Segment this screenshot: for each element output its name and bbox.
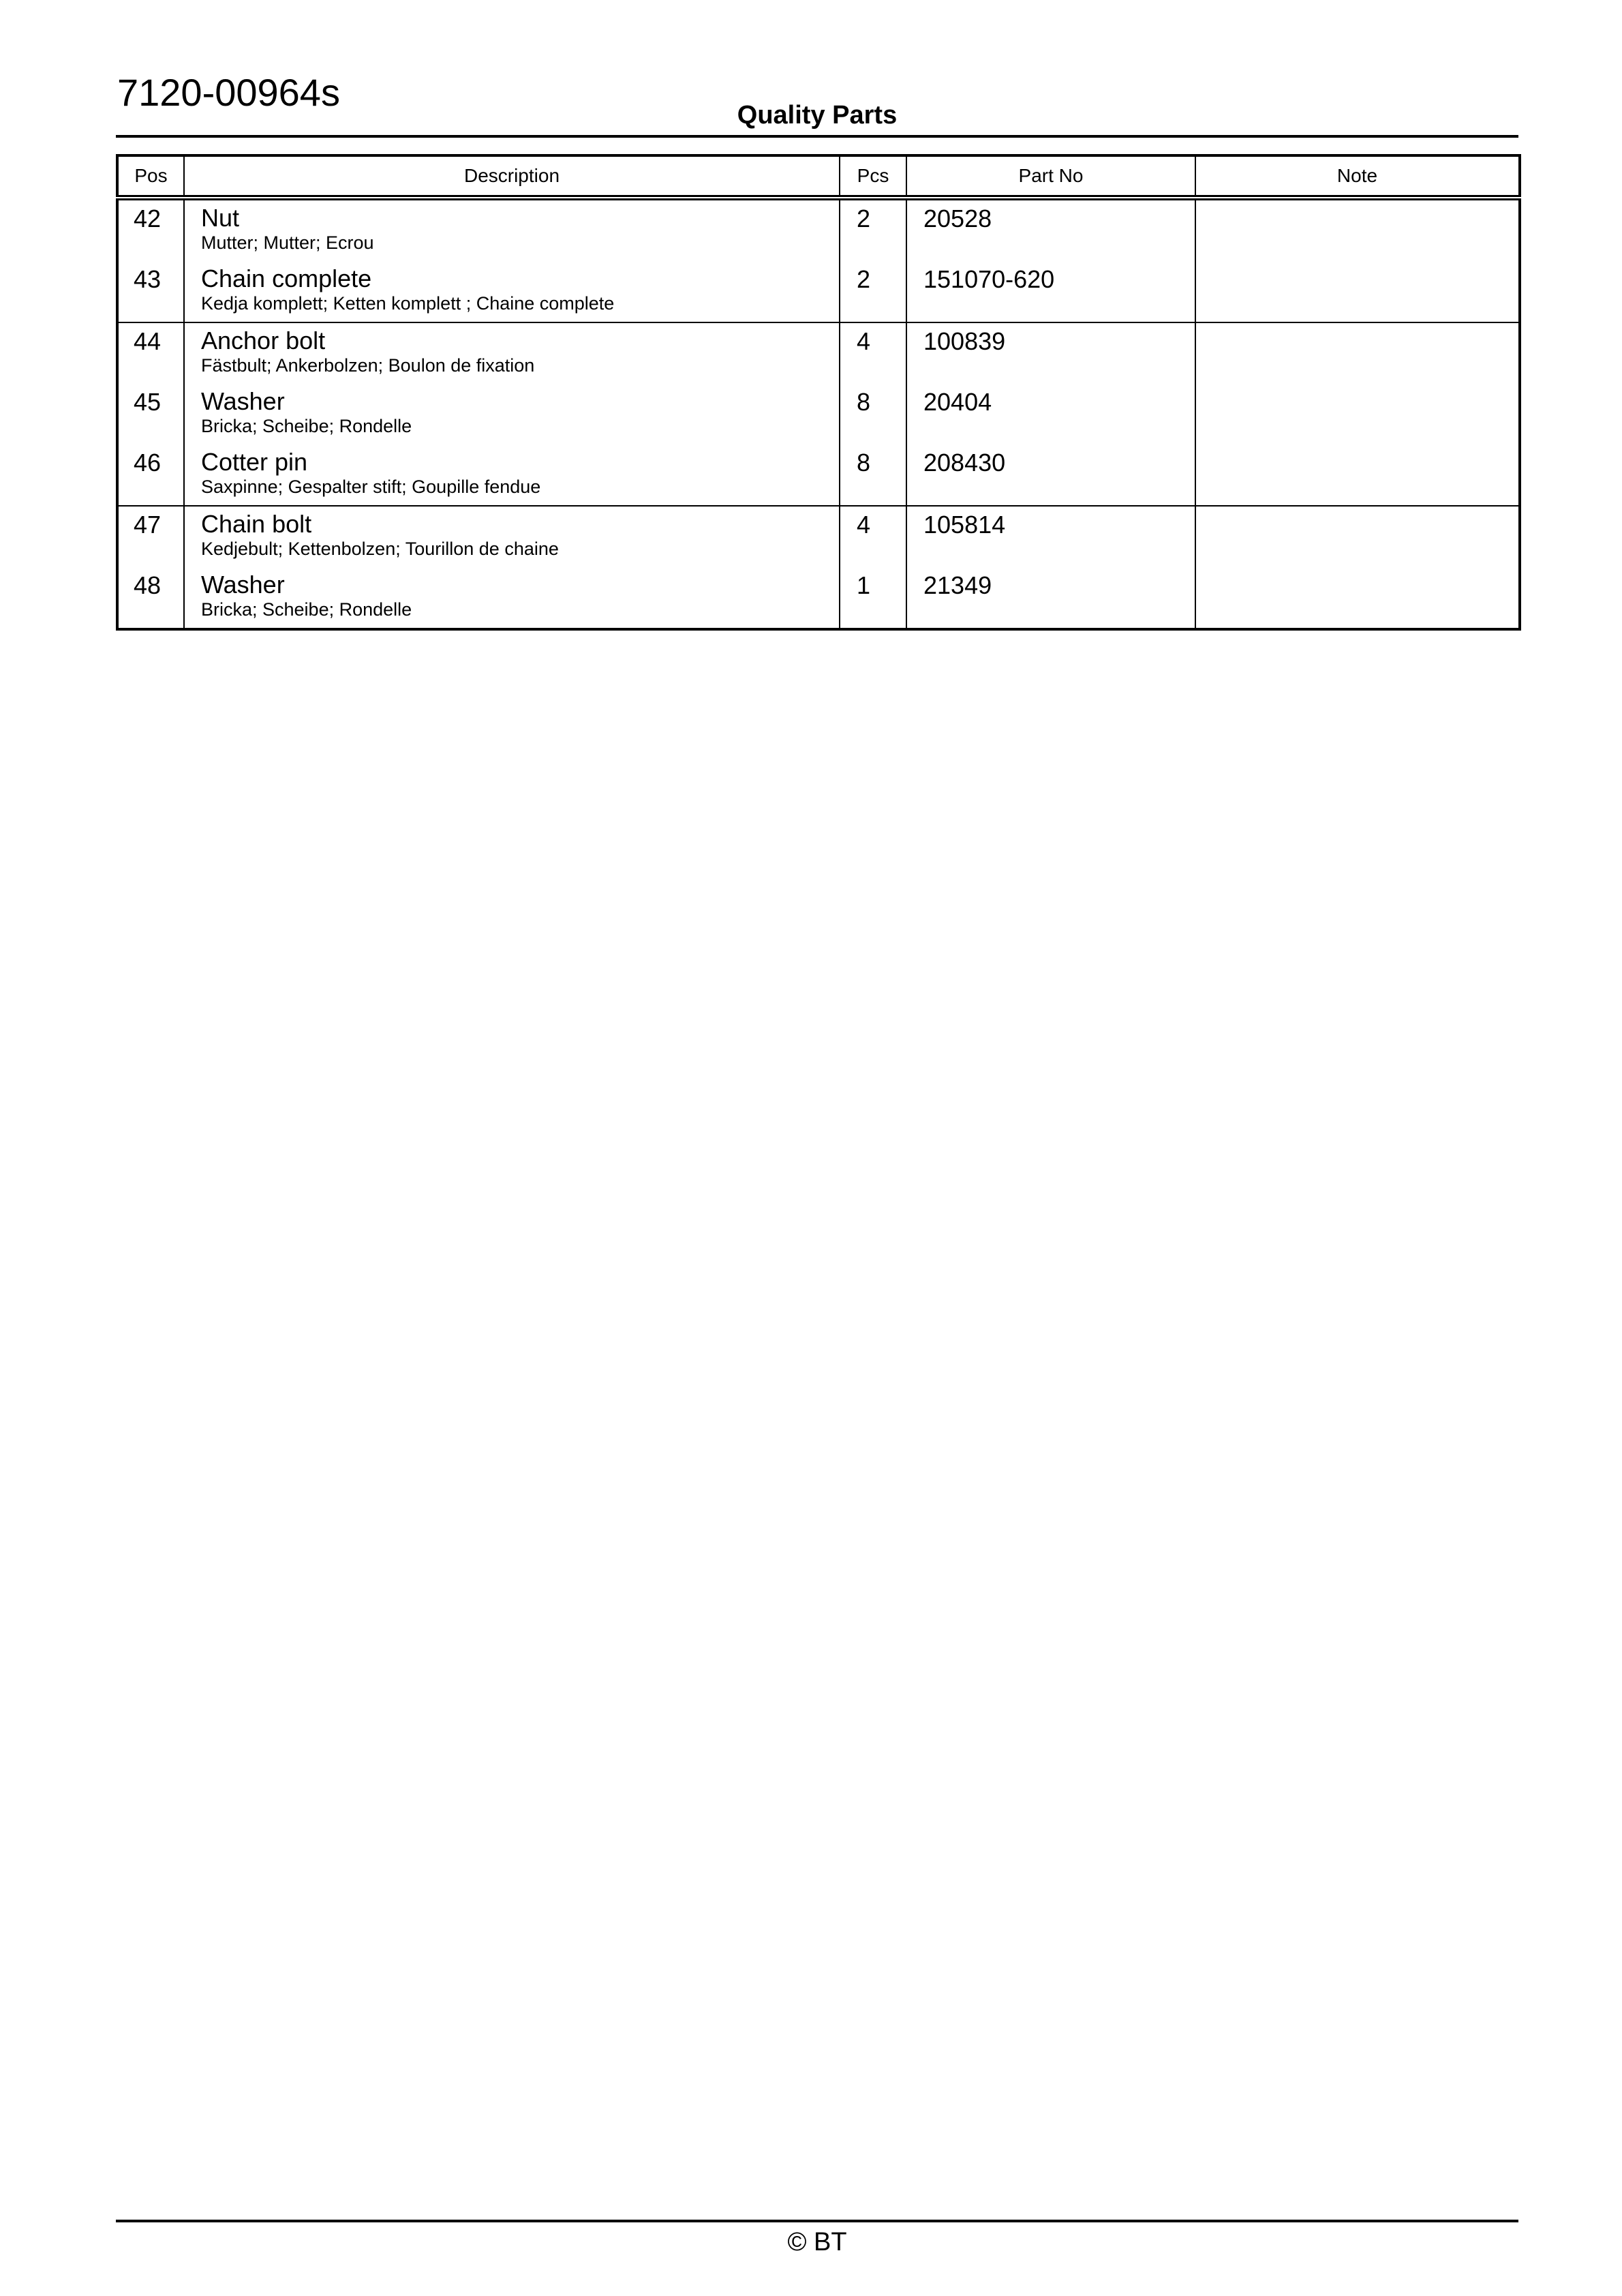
pos-cell	[117, 198, 184, 322]
pcs-value: 8	[857, 388, 871, 416]
pos-cell	[117, 506, 184, 629]
parts-table	[116, 154, 1521, 631]
part-number-value: 151070-620	[923, 265, 1055, 293]
description-cell	[184, 198, 840, 322]
pos-value: 47	[134, 511, 162, 539]
note-value	[1196, 507, 1518, 567]
description-item	[185, 200, 839, 261]
note-value	[1196, 384, 1518, 444]
part-number-value: 20404	[923, 388, 992, 416]
table-row-group	[117, 506, 1520, 629]
header-divider	[116, 135, 1518, 138]
part-name: Anchor bolt	[201, 327, 326, 354]
pcs-value: 4	[857, 327, 871, 355]
part-name: Nut	[201, 204, 240, 232]
part-number-value: 208430	[923, 449, 1006, 477]
pos-value: 46	[134, 449, 162, 477]
column-header-part-no: Part No	[906, 155, 1195, 198]
table-row-group	[117, 322, 1520, 506]
description-item	[185, 261, 839, 322]
pos-value: 44	[134, 327, 162, 355]
description-cell	[184, 322, 840, 506]
note-cell	[1195, 506, 1520, 629]
column-header-description: Description	[184, 155, 840, 198]
description-cell	[184, 506, 840, 629]
part-translations: Bricka; Scheibe; Rondelle	[201, 416, 412, 436]
note-cell	[1195, 322, 1520, 506]
note-value	[1196, 261, 1518, 322]
column-header-note: Note	[1195, 155, 1520, 198]
part-number-value: 105814	[923, 511, 1006, 539]
description-item	[185, 444, 839, 505]
pcs-value: 2	[857, 265, 871, 293]
note-value	[1196, 323, 1518, 384]
part-no-cell	[906, 506, 1195, 629]
footer-divider	[116, 2220, 1518, 2222]
part-translations: Mutter; Mutter; Ecrou	[201, 232, 374, 253]
pcs-cell	[840, 506, 906, 629]
column-header-pcs: Pcs	[840, 155, 906, 198]
pcs-cell	[840, 198, 906, 322]
part-no-cell	[906, 322, 1195, 506]
parts-table-body	[117, 198, 1520, 629]
part-translations: Fästbult; Ankerbolzen; Boulon de fixation	[201, 355, 535, 376]
part-name: Cotter pin	[201, 448, 308, 476]
note-cell	[1195, 198, 1520, 322]
pos-value: 42	[134, 205, 162, 232]
column-header-pos: Pos	[117, 155, 184, 198]
part-number-value: 21349	[923, 571, 992, 599]
note-value	[1196, 200, 1518, 261]
document-number: 7120-00964s	[117, 71, 340, 114]
pcs-cell	[840, 322, 906, 506]
part-name: Washer	[201, 387, 285, 415]
part-number-value: 20528	[923, 205, 992, 232]
table-header-row	[117, 155, 1520, 198]
part-number-value: 100839	[923, 327, 1006, 355]
copyright-text: © BT	[787, 2228, 847, 2256]
pos-value: 43	[134, 265, 162, 293]
page-title: Quality Parts	[737, 101, 898, 130]
description-item	[185, 323, 839, 384]
description-item	[185, 384, 839, 444]
pcs-value: 2	[857, 205, 871, 232]
description-item	[185, 567, 839, 628]
part-translations: Kedja komplett; Ketten komplett ; Chaine complete	[201, 293, 615, 314]
note-value	[1196, 567, 1518, 628]
part-name: Washer	[201, 571, 285, 599]
note-value	[1196, 444, 1518, 505]
part-name: Chain bolt	[201, 510, 312, 538]
part-translations: Kedjebult; Kettenbolzen; Tourillon de chaine	[201, 539, 559, 559]
pcs-value: 4	[857, 511, 871, 539]
pcs-value: 8	[857, 449, 871, 477]
pcs-value: 1	[857, 571, 871, 599]
pos-cell	[117, 322, 184, 506]
part-no-cell	[906, 198, 1195, 322]
part-translations: Bricka; Scheibe; Rondelle	[201, 599, 412, 620]
description-item	[185, 507, 839, 567]
pos-value: 45	[134, 388, 162, 416]
part-name: Chain complete	[201, 265, 372, 292]
table-row-group	[117, 198, 1520, 322]
pos-value: 48	[134, 571, 162, 599]
part-translations: Saxpinne; Gespalter stift; Goupille fendue	[201, 477, 541, 497]
